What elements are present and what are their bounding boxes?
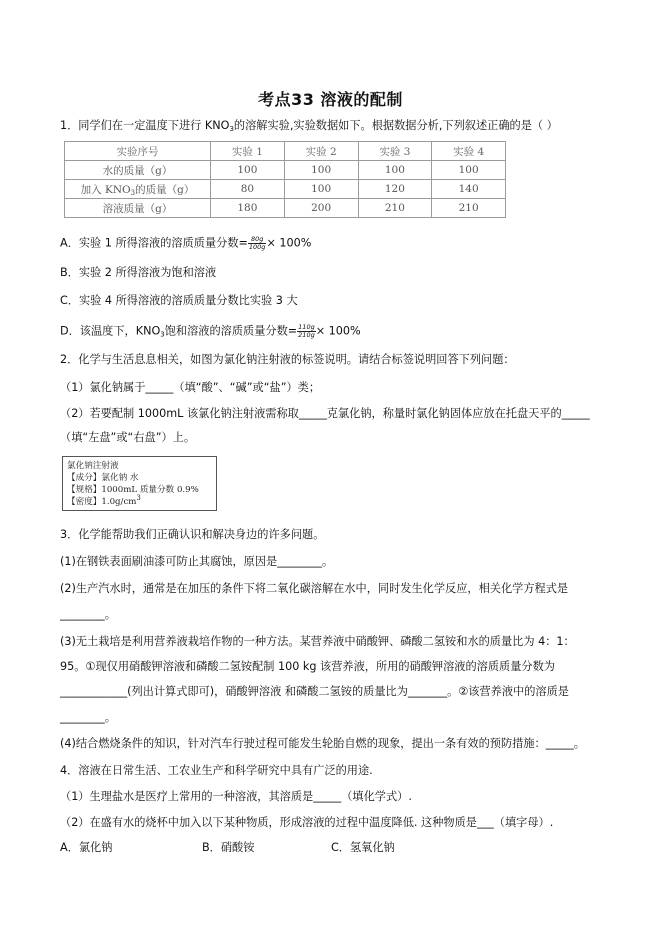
q3-part-2b: ________。: [60, 608, 116, 621]
label-line: 【规格】1000mL 质量分数 0.9%: [67, 485, 199, 495]
table-cell: 水的质量（g）: [65, 161, 211, 180]
table-cell: 100: [432, 161, 506, 180]
q4-part-2: （2）在盛有水的烧杯中加入以下某种物质，形成溶液的过程中温度降低. 这种物质是___（填字母）.: [60, 816, 554, 829]
injection-label: [62, 456, 217, 511]
q4-option-c: C．氢氧化钠: [331, 841, 395, 854]
table-cell: 100: [284, 180, 358, 199]
table-cell: 溶液质量（g）: [65, 199, 211, 218]
table-cell: 实验 4: [432, 142, 506, 161]
table-cell: 100: [284, 161, 358, 180]
q1-option-d: D．该温度下，$KNO_3$饱和溶液的溶质质量分数= $\frac{110g}{210g}$ × 100%: [60, 323, 361, 339]
q3-part-3d: ________。: [60, 711, 116, 724]
q1-stem: 1．同学们在一定温度下进行 $KNO_3$的溶解实验,实验数据如下。根据数据分析,下列叙述正确的是（ ）: [60, 119, 558, 133]
table-row: [65, 142, 506, 161]
q2-part-2: （2）若要配制 1000mL 该氯化钠注射液需称取_____克氯化钠，称量时氯化钠固体应放在托盘天平的_____: [60, 407, 590, 420]
q4-stem: 4．溶液在日常生活、工农业生产和科学研究中具有广泛的用途.: [60, 764, 373, 777]
q1-option-c: C．实验 4 所得溶液的溶质质量分数比实验 3 大: [60, 294, 298, 307]
label-line: 【密度】$1.0g/cm^3$: [67, 494, 141, 507]
q3-part-3c: ____________(列出计算式即可)，硝酸钾溶液 和磷酸二氢铵的质量比为_______。②该营养液中的溶质是: [60, 685, 569, 698]
table-cell: 实验 1: [211, 142, 285, 161]
table-cell: 80: [211, 180, 285, 199]
table-cell: 100: [358, 161, 432, 180]
table-row: [65, 161, 506, 180]
table-row: [65, 180, 506, 199]
table-cell: 140: [432, 180, 506, 199]
table-cell: 实验 3: [358, 142, 432, 161]
table-cell: 加入 $KNO_3$的质量（g）: [65, 180, 211, 199]
table-cell: 实验 2: [284, 142, 358, 161]
table-cell: 100: [211, 161, 285, 180]
table-cell: 实验序号: [65, 142, 211, 161]
q3-part-4: (4)结合燃烧条件的知识，针对汽车行驶过程可能发生轮胎自燃的现象，提出一条有效的预防措施：_____。: [60, 737, 585, 750]
table-cell: 210: [358, 199, 432, 218]
fraction: $\frac{110g}{210g}$: [298, 323, 315, 339]
q3-part-3: (3)无土栽培是利用营养液栽培作物的一种方法。某营养液中硝酸钾、磷酸二氢铵和水的质量比为 4：1：: [60, 635, 575, 648]
q1-option-b: B．实验 2 所得溶液为饱和溶液: [60, 266, 217, 279]
table-cell: 200: [284, 199, 358, 218]
q4-option-a: A．氯化钠: [60, 841, 113, 854]
page-title: 考点33 溶液的配制: [258, 90, 403, 109]
table-cell: 120: [358, 180, 432, 199]
q1-option-a: A．实验 1 所得溶液的溶质质量分数= $\frac{80g}{100g}$ × 100%: [60, 235, 312, 251]
q4-option-b: B．硝酸铵: [202, 841, 255, 854]
label-line: 氯化钠注射液: [67, 461, 119, 471]
experiment-table: [64, 141, 506, 218]
fraction: $\frac{80g}{100g}$: [248, 235, 266, 251]
q2-stem: 2．化学与生活息息相关，如图为氯化钠注射液的标签说明。请结合标签说明回答下列问题：: [60, 353, 515, 366]
q3-stem: 3．化学能帮助我们正确认识和解决身边的许多问题。: [60, 528, 325, 541]
label-line: 【成分】氯化钠 水: [67, 473, 139, 483]
q2-part-1: （1）氯化钠属于_____（填“酸”、“碱”或“盐”）类；: [60, 381, 321, 394]
q3-part-3b: 95。①现仅用硝酸钾溶液和磷酸二氢铵配制 100 kg 该营养液，所用的硝酸钾溶液的溶质质量分数为: [60, 660, 555, 673]
table-cell: 210: [432, 199, 506, 218]
table-row: [65, 199, 506, 218]
table-cell: 180: [211, 199, 285, 218]
q3-part-2: (2)生产汽水时，通常是在加压的条件下将二氧化碳溶解在水中，同时发生化学反应，相关化学方程式是: [60, 582, 569, 595]
q4-part-1: （1）生理盐水是医疗上常用的一种溶液，其溶质是_____（填化学式）.: [60, 790, 412, 803]
q3-part-1: (1)在钢铁表面刷油漆可防止其腐蚀，原因是________。: [60, 555, 334, 568]
q2-part-2b: （填“左盘”或“右盘”）上。: [60, 431, 196, 444]
